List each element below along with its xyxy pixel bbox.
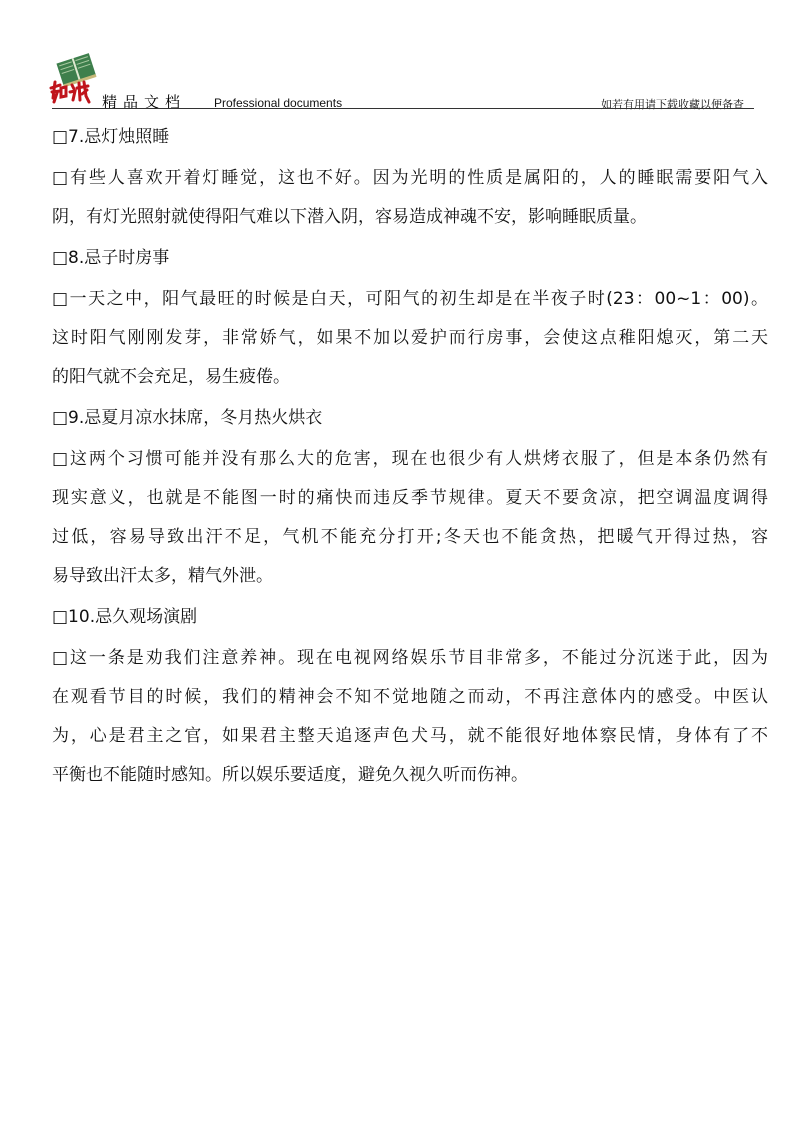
paragraph-line: 阴，有灯光照射就使得阳气难以下潜入阴，容易造成神魂不安，影响睡眠质量。 <box>52 207 647 227</box>
page-header <box>48 52 754 110</box>
header-subtitle: Professional documents <box>214 96 343 110</box>
section-heading: □7.忌灯烛照睡 <box>52 127 170 147</box>
paragraph-line: 为，心是君主之官，如果君主整天追逐声色犬马，就不能很好地体察民情，身体有了不 <box>52 726 768 746</box>
section-heading: □10.忌久观场演剧 <box>52 607 198 627</box>
paragraph-line: □这一条是劝我们注意养神。现在电视网络娱乐节目非常多，不能过分沉迷于此，因为 <box>52 648 768 668</box>
document-body <box>52 118 768 795</box>
section-heading: □9.忌夏月凉水抹席，冬月热火烘衣 <box>52 408 323 428</box>
header-title: 精品文档 <box>102 93 187 111</box>
paragraph-line: □这两个习惯可能并没有那么大的危害，现在也很少有人烘烤衣服了，但是本条仍然有 <box>52 449 768 469</box>
paragraph-line: □一天之中，阳气最旺的时候是白天，可阳气的初生却是在半夜子时(23：00~1：00)。 <box>52 289 768 309</box>
paragraph-line: 的阳气就不会充足，易生疲倦。 <box>52 367 290 387</box>
paragraph-line: 平衡也不能随时感知。所以娱乐要适度，避免久视久听而伤神。 <box>52 765 528 785</box>
paragraph-line: 现实意义，也就是不能图一时的痛快而违反季节规律。夏天不要贪凉，把空调温度调得 <box>52 488 768 508</box>
logo-icon <box>48 52 100 108</box>
section-heading: □8.忌子时房事 <box>52 248 170 268</box>
paragraph-line: 这时阳气刚刚发芽，非常娇气，如果不加以爱护而行房事，会使这点稚阳熄灭，第二天 <box>52 328 768 348</box>
paragraph-line: 易导致出汗太多，精气外泄。 <box>52 566 273 586</box>
header-divider <box>52 108 754 109</box>
paragraph-line: □有些人喜欢开着灯睡觉，这也不好。因为光明的性质是属阳的，人的睡眠需要阳气入 <box>52 168 768 188</box>
header-note: 如若有用请下载收藏以便备查 <box>601 98 744 111</box>
paragraph-line: 过低，容易导致出汗不足，气机不能充分打开;冬天也不能贪热，把暖气开得过热，容 <box>52 527 768 547</box>
paragraph-line: 在观看节目的时候，我们的精神会不知不觉地随之而动，不再注意体内的感受。中医认 <box>52 687 768 707</box>
